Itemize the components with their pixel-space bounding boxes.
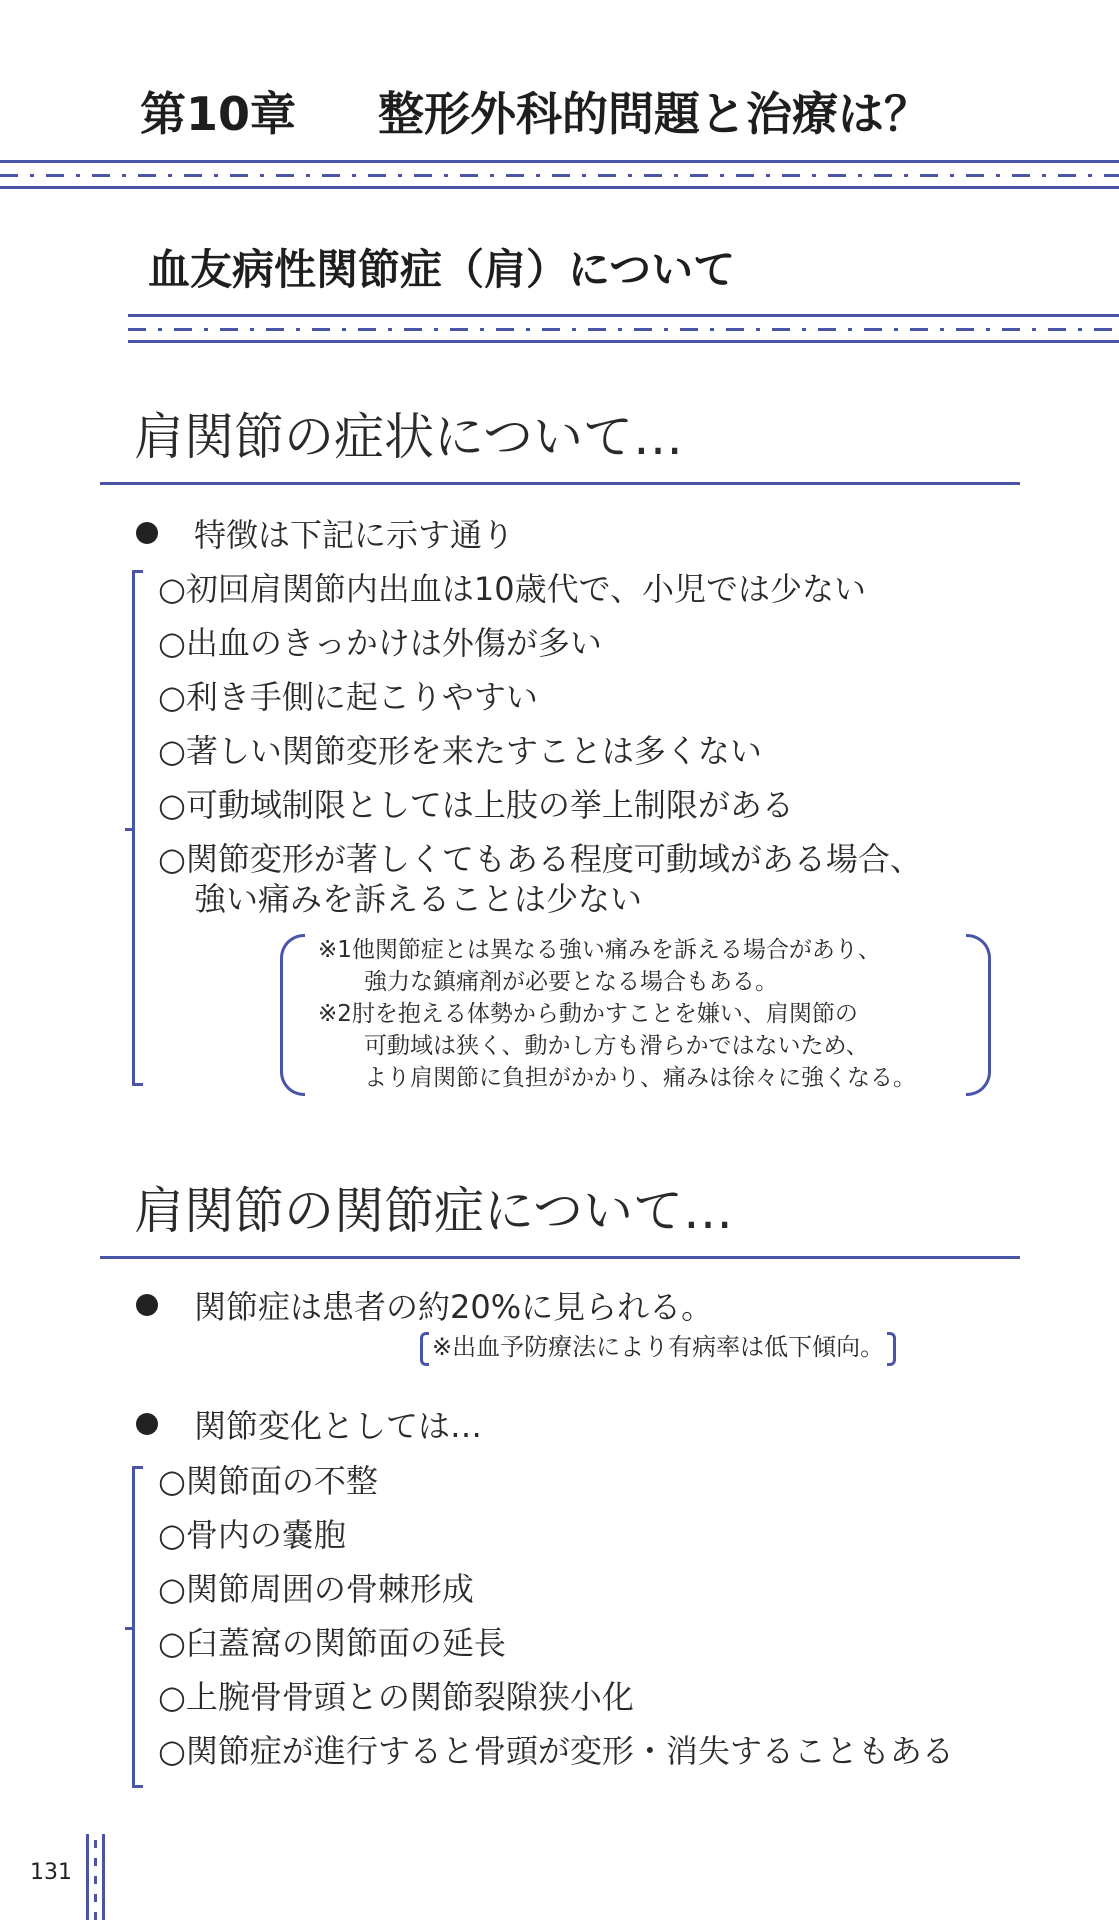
bullet-text: 関節変化としては… bbox=[194, 1407, 483, 1445]
bullet-text: 特徴は下記に示す通り bbox=[194, 516, 515, 554]
list-item: ○骨内の嚢胞 bbox=[158, 1516, 346, 1554]
section-rule-top bbox=[128, 314, 1119, 317]
bracket-tick bbox=[125, 1627, 133, 1630]
header-rule-dashed bbox=[0, 174, 1119, 177]
list-bracket-2 bbox=[132, 1466, 143, 1788]
page-margin-bar bbox=[86, 1834, 89, 1920]
bullet-prevalence bbox=[134, 1284, 1014, 1330]
bullet-text: 関節症は患者の約20%に見られる。 bbox=[194, 1288, 714, 1326]
list-item: ○著しい関節変形を来たすことは多くない bbox=[158, 732, 762, 770]
shoulder-arthropathy-heading: 肩関節の関節症について… bbox=[134, 1182, 733, 1240]
joint-change-list bbox=[158, 1454, 1038, 1778]
bullet-features bbox=[134, 512, 1014, 558]
bullet-joint-changes bbox=[134, 1403, 1014, 1449]
page-margin-dashes bbox=[94, 1840, 97, 1920]
section-title: 血友病性関節症（肩）について bbox=[148, 245, 736, 294]
bullet-dot-icon bbox=[136, 522, 158, 544]
list-item: ○関節周囲の骨棘形成 bbox=[158, 1570, 474, 1608]
list-item: ○上腕骨骨頭との関節裂隙狭小化 bbox=[158, 1678, 634, 1716]
chapter-number: 第10章 bbox=[140, 87, 297, 141]
header-rule-bottom bbox=[0, 186, 1119, 189]
bracket-tick bbox=[125, 828, 133, 831]
note-line: 強力な鎮痛剤が必要となる場合もある。 bbox=[364, 969, 778, 995]
list-item: ○関節変形が著しくてもある程度可動域がある場合、 bbox=[158, 840, 922, 878]
bullet-dot-icon bbox=[136, 1413, 158, 1435]
note-bracket-left bbox=[280, 934, 305, 1096]
note-bracket-right bbox=[966, 934, 991, 1096]
list-bracket-1 bbox=[132, 570, 143, 1086]
list-item: ○臼蓋窩の関節面の延長 bbox=[158, 1624, 506, 1662]
note-line: ※1他関節症とは異なる強い痛みを訴える場合があり、 bbox=[318, 937, 881, 963]
list-item: ○初回肩関節内出血は10歳代で、小児では少ない bbox=[158, 570, 867, 608]
symptom-list bbox=[158, 562, 1038, 920]
bullet-dot-icon bbox=[136, 1294, 158, 1316]
list-item: ○出血のきっかけは外傷が多い bbox=[158, 624, 602, 662]
note-line: 可動域は狭く、動かし方も滑らかではないため、 bbox=[364, 1033, 869, 1059]
heading-underline-1 bbox=[100, 482, 1020, 485]
list-item-continuation: 強い痛みを訴えることは少ない bbox=[194, 880, 643, 918]
list-item: ○関節面の不整 bbox=[158, 1462, 378, 1500]
page-margin-bar bbox=[102, 1834, 105, 1920]
page-number: 131 bbox=[30, 1860, 72, 1885]
list-item: ○可動域制限としては上肢の挙上制限がある bbox=[158, 786, 794, 824]
header-rule-top bbox=[0, 160, 1119, 163]
list-item: ○利き手側に起こりやすい bbox=[158, 678, 538, 716]
shoulder-symptoms-heading: 肩関節の症状について… bbox=[134, 408, 683, 466]
chapter-header bbox=[140, 84, 1040, 144]
chapter-title: 整形外科的問題と治療は？ bbox=[378, 87, 930, 141]
prevalence-note: ※出血予防療法により有病率は低下傾向。 bbox=[422, 1330, 894, 1364]
list-item: ○関節症が進行すると骨頭が変形・消失することもある bbox=[158, 1732, 954, 1770]
note-line: より肩関節に負担がかかり、痛みは徐々に強くなる。 bbox=[364, 1065, 916, 1091]
section-rule-bottom bbox=[128, 340, 1119, 343]
section-rule-dashed bbox=[128, 328, 1119, 331]
note-block bbox=[318, 934, 968, 1094]
note-line: ※2肘を抱える体勢から動かすことを嫌い、肩関節の bbox=[318, 1001, 858, 1027]
heading-underline-2 bbox=[100, 1256, 1020, 1259]
